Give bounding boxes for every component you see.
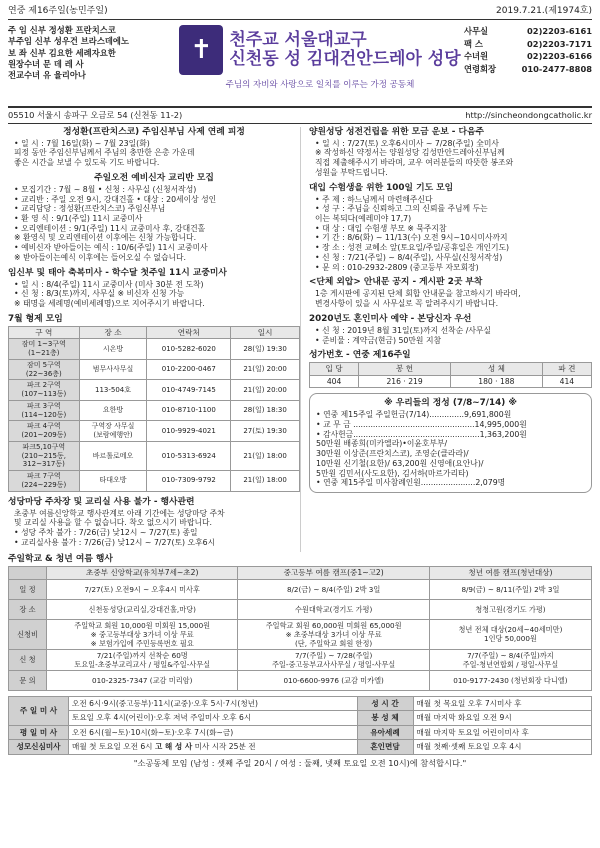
motto: 주님의 자비와 사랑으로 일치를 이루는 가정 공동체: [225, 80, 415, 91]
retreat-notice: 정성환(프란치스코) 주임신부님 사제 연례 피정 • 일 시 : 7월 16일(화) ~ 7월 23일(화) 피정 동안 주임신부님께서 주님의 충만한 은총 가운데 좋은 시간을 보낼 수 있도록 기도 바랍니다.: [14, 126, 245, 168]
left-column: [8, 127, 300, 553]
staff-line: 주 임 신부 정성환 프란치스코: [8, 25, 116, 36]
parking-notice: 성당마당 주차장 및 교리실 사용 불가 - 행사관련 초중부 여름신앙학교 행사관계로 아래 기간에는 성당마당 주차 및 교리실 사용을 할 수 없습니다. 착오 없으시기 바랍니다. • 성당 주차 불가 : 7/26(금) 낮12시 ~ 7/27(토) 종일 • 교리실사용 불가 : 7/26(금) 낮12시 ~ 7/27(토) 오후6시: [8, 496, 225, 547]
staff-line: 원장수녀 문 데 레 사: [8, 58, 84, 69]
hymn-table: 입 당 봉 헌 성 체 파 견 404 216 · 219 180 · 188 414: [309, 362, 592, 388]
staff-line: 전교수녀 유 율리아나: [8, 70, 86, 80]
wedding-notice: 2020년도 혼인미사 예약 - 본당신자 우선 • 신 청 : 2019년 8월 31일(토)까지 선착순 /사무실 • 준비물 : 계약금(현금) 50만원 지참: [309, 313, 491, 345]
website-link[interactable]: http://sincheondongcatholic.kr: [465, 110, 592, 121]
meeting-row: 잠미 5구역 (22~36층) 범무사사무실 010-2200-0467 21(일) 20:00: [9, 359, 300, 380]
brothers-meeting: 7월 형제 모임 구 역 장 소 연락처 일시 잠미 1~3구역 (1~21층) 시온방 010-5282-6020 28(일) 19:30 잠미 5구역 (22~36층) 범무사사무실 010-2200-0467 21(일) 20:00 파크 2구역 (107~113동) 113-504호 010-4749-7145 21(일) 20:00 파크 3구역 (114~120동) 요한방 010-8710-1100 28(일) 18:30 파크 4구역 (201~209동) 구역장 사무실 (보람예행안) 010-9929-4021 27(토) 19:30 파크5,10구역 (210~215동, 312~317동) 바르톨로메오 010-5313-6924 21(일) 18:00 파크 7구역 (224~229동) 타대오방 010-7309-9792 21(일) 18:00: [8, 314, 300, 492]
staff-list: [8, 23, 176, 103]
masthead: [8, 20, 592, 108]
staff-line: 보 좌 신부 김요한 세례자요한: [8, 47, 116, 58]
mass-schedule: 주 일 미 사 오전 6시·9시(중고등부)·11시(교중)·오후 5시·7시(청년) 성 시 간 매월 첫 목요일 오후 7시미사 후 토요일 오후 4시(어린이)·오후 저녁 주일미사 오후 6시 봉 성 체 매월 마지막 화요일 오전 9시 평 일 미 사 오전 6시(월~토)·10시(화~토)·오후 7시(화~금) 유아세례 매월 마지막 토요일 어린이미사 후 성모신심미사 매월 첫 토요일 오전 6시 고 해 성 사 미사 시작 25분 전 혼인면담 매월 첫째·셋째 토요일 오후 4시: [8, 696, 592, 755]
summer-events: 주일학교 & 청년 여름 행사 초중부 신앙학교(유치부7세~초2) 중고등부 여름 캠프(중1~고2) 청년 여름 캠프(청년대상) 일 정 7/27(토) 오전9시 ~ 오후4시 미사후 8/2(금) ~ 8/4(주일) 2박 3일 8/9(금) ~ 8/11(주일) 2박 3일 장 소 신천동성당(교리실,강대건홀,마당) 수원대학교(경기도 가평) 청청고원(경기도 가평) 신청비 주일학교 회원 10,000원 미회원 15,000원 ※ 중고등부대상 3가녀 이상 무료 ※ 보험가입에 주민등록번호 필요 주일학교 회원 60,000원 미회원 65,000원 ※ 초중부대상 3가녀 이상 무료 (단, 주일학교 회원 한정) 청년 전체 대상(20세~40세미만) 1인당 50,000원 신 청 7/21(주일)까지 선착순 60명 토요일-초중부교리교사 / 평일&주일-사무실 7/7(주일) ~ 7/28(주일) 주일-중고등부교사사무실 / 평일-사무실 7/7(주일) ~ 8/4(주일)까지 주일-청년연합회 / 평일-사무실 문 의 010-2325-7347 (교감 미리암) 010-6600-9976 (교감 미카엘) 010-9177-2430 (청년회장 다니엘): [8, 554, 592, 690]
group-notice: <단체 외압> 안내문 공지 - 게시판 2곳 부착 1층 게시판에 공지된 단체 회합 안내문을 참고하시기 바라며, 변경사항이 있을 시 사무실로 꼭 알려주시기 바랍니다.: [309, 277, 521, 309]
hymn-numbers: 성가번호 - 연중 제16주일 입 당 봉 헌 성 체 파 견 404 216 · 219 180 · 188 414: [309, 350, 592, 388]
meeting-table: 구 역 장 소 연락처 일시 잠미 1~3구역 (1~21층) 시온방 010-5282-6020 28(일) 19:30 잠미 5구역 (22~36층) 범무사사무실 010-2200-0467 21(일) 20:00 파크 2구역 (107~113동) 113-504호 010-4749-7145 21(일) 20:00 파크 3구역 (114~120동) 요한방 010-8710-1100 28(일) 18:30 파크 4구역 (201~209동) 구역장 사무실 (보람예행안) 010-9929-4021 27(토) 19:30 파크5,10구역 (210~215동, 312~317동) 바르톨로메오 010-5313-6924 21(일) 18:00 파크 7구역 (224~229동) 타대오방 010-7309-9792 21(일) 18:00: [8, 326, 300, 492]
address-bar: [8, 108, 592, 123]
prayer-meeting-notice: 대입 수험생을 위한 100일 기도 모임 • 주 제 : 하느님께서 마련해주신다 • 성 구 : 주님을 신뢰하고 그의 신뢰를 주님께 두는 이는 복되다(예레미야 17,7) • 대 상 : 대입 수험생 부모 ※ 묵주지참 • 기 간 : 8/6(화) ~ 11/13(수) 오전 9시~10시미사까지 • 장 소 : 성전 교혜소 앞(토요일/주일/공휴일은 개인기도) • 신 청 : 7/21(주일) ~ 8/4(주일), 사무실(신청서작성) • 문 의 : 010-2932-2809 (중고등부 자모회장): [309, 182, 510, 272]
event-row: 문 의 010-2325-7347 (교감 미리암) 010-6600-9976 (교감 미카엘) 010-9177-2430 (청년회장 다니엘): [9, 670, 592, 690]
meeting-row: 파크5,10구역 (210~215동, 312~317동) 바르톨로메오 010-5313-6924 21(일) 18:00: [9, 441, 300, 470]
parish-name: 신천동 성 김대건안드레아 성당: [229, 49, 461, 70]
parish-title: [176, 23, 464, 103]
event-row: 일 정 7/27(토) 오전9시 ~ 오후4시 미사후 8/2(금) ~ 8/4(주일) 2박 3일 8/9(금) ~ 8/11(주일) 2박 3일: [9, 579, 592, 599]
meeting-row: 파크 2구역 (107~113동) 113-504호 010-4749-7145 21(일) 20:00: [9, 380, 300, 401]
event-row: 신청비 주일학교 회원 10,000원 미회원 15,000원 ※ 중고등부대상 3가녀 이상 무료 ※ 보험가입에 주민등록번호 필요 주일학교 회원 60,000원 미회원 65,000원 ※ 초중부대상 3가녀 이상 무료 (단, 주일학교 회원 한정) 청년 전체 대상(20세~40세미만) 1인당 50,000원: [9, 619, 592, 649]
church-logo-icon: ✝: [179, 25, 223, 75]
fundraising-notice: 양원성당 성전건립을 위한 모금 운보 - 다음주 • 일 시 : 7/27(토) 오후6시미사 ~ 7/28(주일) 全미사 ※ 작성하신 약정서는 양원성당 김성만안드레아신부님께 직접 제출해주시기 바라며, 교우 여러분들의 따뜻한 봉조와 성원을 부탁드립니다.: [309, 126, 514, 177]
offering-box: ※ 우리들의 정성 (7/8~7/14) ※ • 연중 제15주일 주일헌금(7/14)..............9,691,800원 • 교 무 금 .................................................14,995,000원 • 감사헌금...................................................1,363,200원 50만원 배종희(미카엘라)•이윤호부부/ 30만원 이상준(프란치스코), 조영순(클라라)/ 10만원 신기철(요한)/ 63,200원 신영애(요안나)/ 5만원 김민서(사도요한), 김서하(마르가리타) • 연중 제15주일 미사참례인원......................2,079명: [309, 393, 592, 493]
issue-right: 2019.7.21.(제1974호): [496, 6, 592, 16]
pregnancy-blessing-notice: 임신부 및 태아 축복미사 - 학수달 첫주일 11시 교중미사 • 일 시 : 8/4(주일) 11시 교중미사 (미사 30분 전 도착) • 신 청 : 8/3(토)까지, 사무실 ※ 비신자 신청 가능 ※ 태명을 세례명(예비세례명)으로 지어주시기 바랍니다.: [8, 267, 227, 309]
footer-note: "소공동체 모임 (남성 : 셋째 주일 20시 / 여성 : 둘째, 넷째 토요일 오전 10시)에 참석합시다.": [133, 757, 467, 768]
event-row: 신 청 7/21(주일)까지 선착순 60명 토요일-초중부교리교사 / 평일&주일-사무실 7/7(주일) ~ 7/28(주일) 주일-중고등부교사사무실 / 평일-사무실 7/7(주일) ~ 8/4(주일)까지 주일-청년연합회 / 평일-사무실: [9, 649, 592, 670]
event-row: 장 소 신천동성당(교리실,강대건홀,마당) 수원대학교(경기도 가평) 청청고원(경기도 가평): [9, 599, 592, 619]
meeting-row: 파크 4구역 (201~209동) 구역장 사무실 (보람예행안) 010-9929-4021 27(토) 19:30: [9, 421, 300, 442]
address: 05510 서울시 송파구 오금로 54 (신천동 11-2): [8, 110, 183, 121]
meeting-row: 파크 7구역 (224~229동) 타대오방 010-7309-9792 21(일) 18:00: [9, 471, 300, 492]
right-column: [300, 127, 592, 553]
catechumen-notice: 주일오전 예비신자 교리반 모집 • 모집기간 : 7월 ~ 8월 • 신청 : 사무실 (신청서작성) • 교리반 : 주일 오전 9시, 강대건홀 • 대상 : 20세이상 성인 • 교리담당 : 정성환(프란치스코) 주임신부님 • 환 영 식 : 9/1(주일) 11시 교중미사 • 오리엔테이션 : 9/1(주일) 11시 교중미사 후, 강대건홀 ※ 환영식 및 오리엔테이션 이후에는 신청 가능합니다. • 예비신자 받아들이는 예식 : 10/6(주일) 11시 교중미사 ※ 받아들이는예식 이후에는 들어오실 수 없습니다.: [14, 172, 217, 262]
contact-list: 사무실 02)2203-6161 팩 스 02)2203-7171 수녀원 02)2203-6166 연령회장 010-2477-8808: [464, 26, 592, 74]
issue-line: [8, 6, 592, 20]
meeting-row: 파크 3구역 (114~120동) 요한방 010-8710-1100 28(일) 18:30: [9, 400, 300, 421]
diocese-title: 천주교 서울대교구: [229, 29, 367, 50]
meeting-row: 잠미 1~3구역 (1~21층) 시온방 010-5282-6020 28(일) 19:30: [9, 339, 300, 360]
staff-line: 부주임 신부 성우건 브라스데에노: [8, 36, 129, 47]
issue-left: 연중 제16주일(농민주일): [8, 6, 108, 16]
summer-table: 초중부 신앙학교(유치부7세~초2) 중고등부 여름 캠프(중1~고2) 청년 여름 캠프(청년대상) 일 정 7/27(토) 오전9시 ~ 오후4시 미사후 8/2(금) ~ 8/4(주일) 2박 3일 8/9(금) ~ 8/11(주일) 2박 3일 장 소 신천동성당(교리실,강대건홀,마당) 수원대학교(경기도 가평) 청청고원(경기도 가평) 신청비 주일학교 회원 10,000원 미회원 15,000원 ※ 중고등부대상 3가녀 이상 무료 ※ 보험가입에 주민등록번호 필요 주일학교 회원 60,000원 미회원 65,000원 ※ 초중부대상 3가녀 이상 무료 (단, 주일학교 회원 한정) 청년 전체 대상(20세~40세미만) 1인당 50,000원 신 청 7/21(주일)까지 선착순 60명 토요일-초중부교리교사 / 평일&주일-사무실 7/7(주일) ~ 7/28(주일) 주일-중고등부교사사무실 / 평일-사무실 7/7(주일) ~ 8/4(주일)까지 주일-청년연합회 / 평일-사무실 문 의 010-2325-7347 (교감 미리암) 010-6600-9976 (교감 미카엘) 010-9177-2430 (청년회장 다니엘): [8, 566, 592, 690]
